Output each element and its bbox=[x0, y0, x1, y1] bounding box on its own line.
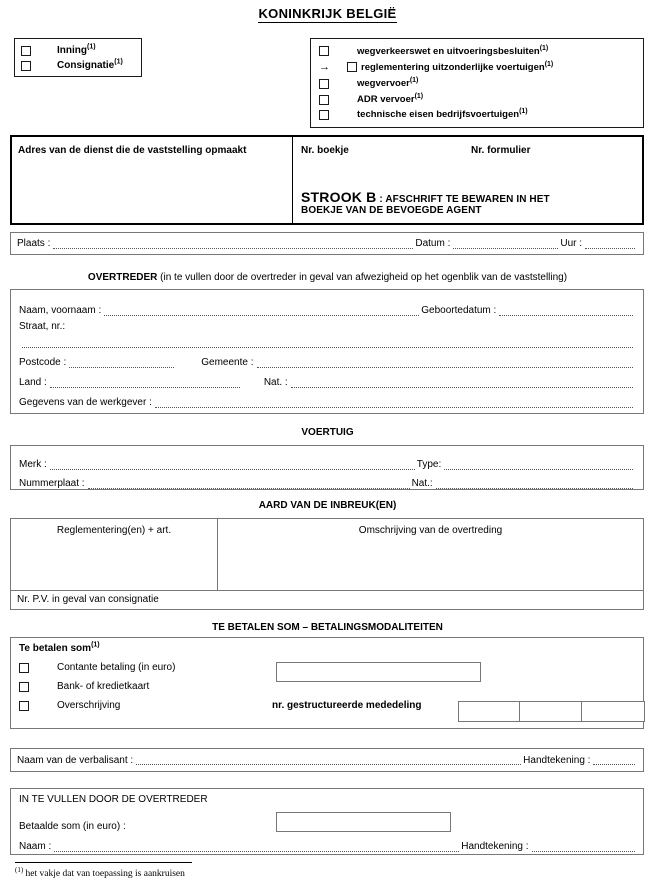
footnote-marker: (1) bbox=[114, 58, 123, 66]
footnote-marker: (1) bbox=[15, 865, 24, 874]
option-adr-vervoer[interactable] bbox=[319, 92, 643, 107]
vehicle-caption bbox=[0, 427, 655, 438]
cash-amount-field[interactable] bbox=[276, 662, 481, 682]
offender-handtekening-input[interactable] bbox=[532, 842, 635, 852]
option-consignatie[interactable] bbox=[21, 58, 141, 73]
payment-option-cash-label: Contante betaling (in euro) bbox=[57, 662, 176, 673]
merk-label: Merk : bbox=[19, 459, 47, 470]
offence-caption bbox=[0, 500, 655, 511]
werkgever-input[interactable] bbox=[155, 398, 633, 408]
offender-caption-rest: (in te vullen door de overtreder in geval van afwezigheid op het ogenblik van de vaststelling) bbox=[157, 272, 568, 283]
option-wegvervoer[interactable] bbox=[319, 75, 643, 92]
structured-communication-cell-2[interactable] bbox=[520, 701, 582, 722]
address-strook-box bbox=[10, 135, 644, 225]
checkbox-bank-kredietkaart[interactable] bbox=[19, 682, 29, 692]
merk-input[interactable] bbox=[50, 460, 415, 470]
vehicle-plate-row bbox=[19, 470, 635, 489]
offence-col2-header: Omschrijving van de overtreding bbox=[358, 525, 503, 536]
offence-table-header-row bbox=[11, 519, 643, 590]
pv-number-label: Nr. P.V. in geval van consignatie bbox=[17, 594, 159, 605]
plaats-label: Plaats : bbox=[17, 238, 51, 249]
offender-postcode-row bbox=[19, 348, 635, 368]
gemeente-label: Gemeente : bbox=[201, 357, 254, 368]
checkbox-consignatie[interactable] bbox=[21, 61, 31, 71]
strook-b-heading bbox=[301, 189, 631, 216]
booklet-numbers-row bbox=[301, 145, 642, 156]
gemeente-input[interactable] bbox=[257, 358, 633, 368]
strook-b-line1 bbox=[301, 189, 631, 205]
datum-label: Datum : bbox=[415, 238, 451, 249]
structured-communication-label: nr. gestructureerde mededeling bbox=[272, 700, 422, 711]
option-inning[interactable] bbox=[21, 43, 141, 58]
postcode-input[interactable] bbox=[69, 358, 174, 368]
option-wegverkeerswet[interactable] bbox=[319, 43, 643, 59]
option-reglementering-uitzonderlijke-voertuigen[interactable] bbox=[319, 59, 643, 75]
checkbox-wegverkeerswet[interactable] bbox=[319, 46, 329, 56]
nummerplaat-label: Nummerplaat : bbox=[19, 478, 85, 489]
checkbox-contante-betaling[interactable] bbox=[19, 663, 29, 673]
checkbox-overschrijving[interactable] bbox=[19, 701, 29, 711]
offence-pv-row[interactable] bbox=[11, 590, 643, 610]
offender-street-row bbox=[19, 316, 635, 332]
offender-naam-label: Naam : bbox=[19, 841, 52, 852]
strook-b-separator: : bbox=[376, 194, 386, 205]
uur-label: Uur : bbox=[560, 238, 583, 249]
offender-handtekening-label: Handtekening : bbox=[461, 841, 529, 852]
straat-label: Straat, nr.: bbox=[19, 321, 66, 332]
offender-naam-input[interactable] bbox=[54, 842, 459, 852]
offence-regulation-column[interactable] bbox=[11, 519, 218, 590]
naam-voornaam-input[interactable] bbox=[104, 306, 419, 316]
page-title-text: KONINKRIJK BELGIË bbox=[258, 6, 397, 21]
option-wegvervoer-label: wegvervoer$^{(1)}$ bbox=[357, 76, 419, 89]
regulation-category-box bbox=[310, 38, 644, 128]
payment-header-label: Te betalen som bbox=[19, 643, 92, 654]
vehicle-nat-input[interactable] bbox=[436, 479, 633, 489]
payment-box bbox=[10, 637, 644, 729]
checkbox-adr-vervoer[interactable] bbox=[319, 95, 329, 105]
verbalisant-naam-label: Naam van de verbalisant : bbox=[17, 754, 134, 766]
vehicle-box bbox=[10, 445, 644, 490]
checkbox-wegvervoer[interactable] bbox=[319, 79, 329, 89]
footnote-marker: (1) bbox=[414, 92, 424, 100]
checkbox-inning[interactable] bbox=[21, 46, 31, 56]
checkbox-reglementering[interactable] bbox=[347, 62, 357, 72]
vehicle-type-input[interactable] bbox=[444, 460, 633, 470]
offender-name-row bbox=[19, 296, 635, 316]
vehicle-caption-text: VOERTUIG bbox=[301, 427, 354, 438]
offence-caption-text: AARD VAN DE INBREUK(EN) bbox=[258, 500, 397, 511]
option-inning-label: Inning$^{(1)}$ bbox=[57, 43, 96, 56]
nr-boekje-label: Nr. boekje bbox=[301, 145, 349, 156]
payment-caption bbox=[0, 622, 655, 633]
offender-caption bbox=[0, 272, 655, 283]
footnote-text: het vakje dat van toepassing is aankruisen bbox=[23, 869, 185, 879]
geboortedatum-label: Geboortedatum : bbox=[421, 305, 497, 316]
payment-header bbox=[19, 643, 643, 654]
plaats-input[interactable] bbox=[53, 239, 413, 249]
verbalisant-naam-input[interactable] bbox=[136, 755, 521, 765]
offender-fill-box bbox=[10, 788, 644, 855]
geboortedatum-input[interactable] bbox=[499, 306, 633, 316]
option-reglementering-label: reglementering uitzonderlijke voertuigen$^{(1)}$ bbox=[347, 62, 553, 73]
vehicle-nat-label: Nat.: bbox=[411, 478, 433, 489]
nat-label: Nat. : bbox=[263, 377, 288, 388]
structured-communication-field[interactable] bbox=[458, 701, 645, 722]
nr-formulier-label: Nr. formulier bbox=[471, 145, 531, 156]
offender-signature-row bbox=[19, 832, 637, 852]
werkgever-label: Gegevens van de werkgever : bbox=[19, 397, 152, 408]
uur-input[interactable] bbox=[585, 239, 635, 249]
checkbox-technische-eisen[interactable] bbox=[319, 110, 329, 120]
offender-employer-row bbox=[19, 388, 635, 408]
officer-row bbox=[10, 748, 644, 772]
page-title bbox=[0, 6, 655, 21]
betaalde-som-label: Betaalde som (in euro) : bbox=[19, 821, 126, 832]
offender-fill-header: IN TE VULLEN DOOR DE OVERTREDER bbox=[19, 794, 208, 805]
nummerplaat-input[interactable] bbox=[88, 479, 410, 489]
strook-b-title: STROOK B bbox=[301, 189, 377, 205]
booklet-form-cell bbox=[293, 137, 642, 223]
offender-box bbox=[10, 289, 644, 414]
option-technische-eisen[interactable] bbox=[319, 107, 643, 122]
option-consignatie-label: Consignatie$^{(1)}$ bbox=[57, 58, 123, 71]
arrow-right-icon: → bbox=[319, 60, 330, 73]
structured-communication-cell-3[interactable] bbox=[582, 701, 645, 722]
place-date-time-row bbox=[10, 232, 644, 255]
datum-input[interactable] bbox=[453, 239, 558, 249]
offence-col1-header: Reglementering(en) + art. bbox=[56, 525, 172, 536]
straat-input[interactable] bbox=[22, 338, 633, 348]
payment-caption-text: TE BETALEN SOM – BETALINGSMODALITEITEN bbox=[212, 622, 443, 633]
footnote-marker: (1) bbox=[409, 76, 419, 84]
footnote-marker: (1) bbox=[519, 107, 528, 115]
offender-caption-bold: OVERTREDER bbox=[87, 272, 158, 283]
offender-street-line2-row bbox=[19, 332, 635, 348]
footnote-marker: (1) bbox=[87, 43, 96, 51]
service-address-cell bbox=[12, 137, 293, 223]
vehicle-merk-row bbox=[19, 451, 635, 470]
footnote-marker: (1) bbox=[91, 641, 100, 649]
strook-b-subtitle-1: AFSCHRIFT TE BEWAREN IN HET bbox=[385, 194, 550, 205]
structured-communication-cell-1[interactable] bbox=[458, 701, 520, 722]
footnote-divider bbox=[15, 862, 192, 863]
service-address-label: Adres van de dienst die de vaststelling opmaakt bbox=[18, 145, 247, 156]
verbalisant-handtekening-input[interactable] bbox=[593, 755, 635, 765]
land-label: Land : bbox=[19, 377, 47, 388]
vehicle-type-label: Type: bbox=[416, 459, 442, 470]
option-wegverkeerswet-label: wegverkeerswet en uitvoeringsbesluiten$^{(1)}$ bbox=[357, 44, 549, 57]
strook-b-subtitle-2: BOEKJE VAN DE BEVOEGDE AGENT bbox=[301, 205, 482, 216]
naam-voornaam-label: Naam, voornaam : bbox=[19, 305, 102, 316]
offence-table bbox=[10, 518, 644, 610]
option-adr-vervoer-label: ADR vervoer$^{(1)}$ bbox=[357, 92, 424, 105]
collection-type-box bbox=[14, 38, 142, 77]
footnote-marker: (1) bbox=[539, 44, 549, 52]
offence-description-column[interactable] bbox=[218, 519, 643, 590]
offender-land-row bbox=[19, 368, 635, 388]
verbalisant-handtekening-label: Handtekening : bbox=[523, 754, 591, 766]
option-technische-eisen-label: technische eisen bedrijfsvoertuigen$^{(1)}$ bbox=[357, 107, 528, 120]
paid-amount-field[interactable] bbox=[276, 812, 451, 832]
payment-option-transfer-label: Overschrijving bbox=[57, 700, 121, 711]
land-input[interactable] bbox=[50, 378, 240, 388]
footnote bbox=[15, 865, 185, 879]
postcode-label: Postcode : bbox=[19, 357, 67, 368]
footnote-marker: (1) bbox=[544, 60, 554, 68]
payment-option-card-label: Bank- of kredietkaart bbox=[57, 681, 150, 692]
nat-input[interactable] bbox=[291, 378, 633, 388]
